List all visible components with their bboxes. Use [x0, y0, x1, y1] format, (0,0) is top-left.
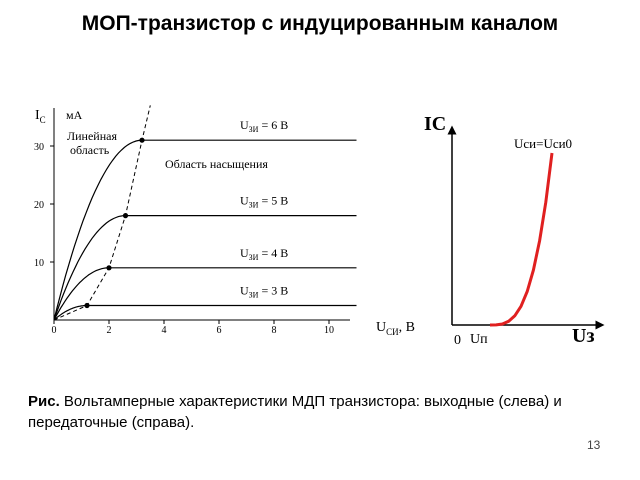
transfer-curve [490, 153, 552, 325]
output-curve [54, 268, 357, 320]
saturation-points [84, 138, 144, 309]
saturation-region-label: Область насыщения [165, 157, 268, 171]
series-label: $U_{ЗИ} = 4$ В [240, 245, 289, 262]
series-label: $U_{ЗИ} = 6$ В [240, 118, 289, 135]
saturation-point [106, 265, 111, 270]
figure-caption [28, 391, 618, 433]
series-labels [240, 118, 288, 299]
saturation-point [84, 303, 89, 308]
curve-label: Uси=Uси0 [514, 136, 573, 151]
output-characteristics-chart [34, 105, 415, 337]
threshold-label: Uп [470, 332, 488, 347]
transfer-characteristic-chart [424, 113, 600, 348]
y-tick-label: 10 [34, 258, 44, 269]
x-tick-label: 8 [271, 325, 277, 336]
x-tick-label: 2 [106, 325, 112, 336]
series-label: $U_{ЗИ} = 5$ В [240, 193, 289, 210]
y-tick-label: 30 [34, 142, 44, 153]
slide-title: МОП-транзистор с индуцированным каналом [81, 12, 559, 35]
page-number: 13 [587, 438, 601, 452]
y-tick-label: 20 [34, 200, 44, 211]
x-tick-label: 10 [324, 325, 334, 336]
x-tick-label: 4 [161, 325, 167, 336]
linear-region-label: Линейная область [67, 129, 117, 157]
saturation-point [139, 138, 144, 143]
x-tick-label: 0 [51, 325, 57, 336]
saturation-point [123, 213, 128, 218]
series-label: $U_{ЗИ} = 3$ В [240, 283, 289, 300]
right-origin-label: 0 [454, 333, 461, 348]
left-y-label: $I_С$ [35, 108, 46, 125]
right-y-label: IС [424, 113, 447, 135]
output-curve [54, 306, 357, 321]
left-x-label: $U_{СИ}$, В [376, 320, 415, 337]
caption-text: Вольтамперные характеристики МДП транзистора: выходные (слева) и передаточные (справа). [28, 393, 562, 431]
right-x-label: Uз [572, 325, 595, 347]
x-tick-label: 6 [216, 325, 222, 336]
caption-prefix: Рис. [28, 393, 60, 410]
left-y-unit: мА [66, 108, 83, 122]
